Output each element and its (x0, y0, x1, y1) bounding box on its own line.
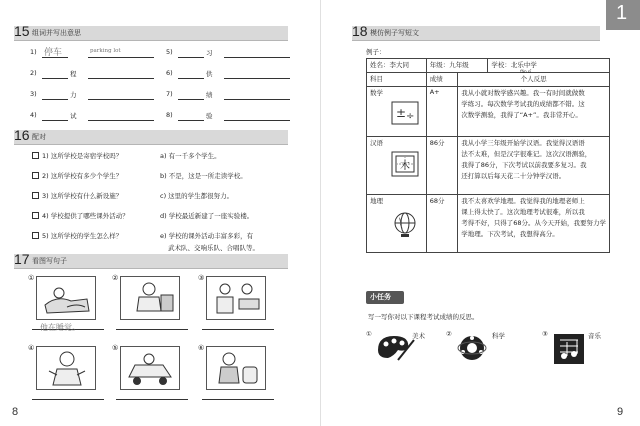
reflection-line: 课上得太快了。这次地理考试很难，所以我 (461, 208, 585, 216)
section-title: 组词并写出意思 (32, 29, 81, 37)
matching-question: 5) 这所学校的学生怎么样？ (42, 232, 123, 240)
matching-answer: c) 这里的学生都很努力。 (160, 192, 234, 200)
answer-line[interactable] (202, 398, 274, 400)
matching-answer: e) 学校的课外活动丰富多彩，有 (160, 232, 254, 240)
globe-icon (391, 211, 419, 239)
given-character: 绩 (206, 91, 213, 99)
task-number: ① (366, 330, 372, 338)
svg-text:木: 木 (400, 161, 410, 172)
matching-answer: 武术队、交响乐队、合唱队等。 (168, 244, 259, 252)
item-number: 4) (30, 111, 37, 119)
section-18-header (352, 23, 600, 41)
row-subject-cell (367, 195, 427, 253)
info-school: 学校：北乐中学 (488, 59, 610, 73)
given-character: 力 (70, 91, 77, 99)
reflection-line: 考得不好，只得了68分。从今天开始，我要努力学 (461, 219, 606, 227)
svg-text:±: ± (396, 106, 407, 120)
row-text-cell (458, 87, 610, 137)
example-label: 例子： (366, 48, 386, 56)
reflection-line: 次数学测验，我得了“A+”。我非常开心。 (461, 111, 582, 119)
handwritten-meaning: parking lot (90, 48, 121, 54)
row-subject-cell (367, 137, 427, 195)
matching-question: 4) 学校提供了哪些课外活动？ (42, 212, 129, 220)
subject-icon (550, 330, 592, 374)
blank-line[interactable] (178, 56, 204, 58)
given-character: 试 (70, 112, 77, 120)
meaning-line[interactable] (88, 119, 154, 121)
picture-number: ② (112, 274, 119, 282)
answer-checkbox[interactable] (32, 152, 39, 159)
reflection-line: 我从小学三年级开始学汉语。我觉得汉语语 (461, 139, 585, 147)
picture-number: ④ (28, 344, 35, 352)
info-name: 姓名：李大同 (367, 59, 427, 73)
row-score: 68分 (426, 195, 457, 253)
reflection-line: 还打算以后每天花二十分钟学汉语。 (461, 172, 566, 180)
blank-line[interactable] (42, 98, 68, 100)
section-17-header (14, 251, 288, 269)
reflection-ruby: fǎn sī (520, 69, 532, 74)
meaning-line[interactable] (88, 56, 154, 58)
task-number: ② (446, 330, 452, 338)
task-subject-name: 音乐 (588, 332, 601, 340)
given-character: 供 (206, 70, 213, 78)
activity-picture (206, 276, 266, 320)
chinese-character-icon (391, 151, 419, 177)
row-text-cell (458, 137, 610, 195)
reflection-line: 我不太喜欢学地理。我觉得我的地理老师上 (461, 197, 585, 205)
example-table (366, 58, 610, 253)
matching-answer: d) 学校最近新建了一座实验楼。 (160, 212, 254, 220)
answer-line[interactable] (116, 398, 188, 400)
item-number: 8) (166, 111, 173, 119)
left-page-number: 8 (12, 406, 19, 418)
item-number: 1) (30, 48, 37, 56)
reflection-line: 法不太难，但是汉字很难记。这次汉语测验， (461, 150, 592, 158)
meaning-line[interactable] (224, 119, 290, 121)
row-subject: 数学 (370, 89, 383, 97)
chapter-tab (606, 0, 640, 30)
header-reflection: 个人反思 (520, 75, 547, 83)
given-character: 验 (206, 112, 213, 120)
answer-checkbox[interactable] (32, 192, 39, 199)
picture-number: ① (28, 274, 35, 282)
picture-number: ③ (198, 274, 205, 282)
blank-line[interactable] (42, 119, 68, 121)
blank-line[interactable] (178, 119, 204, 121)
task-label: 小任务 (370, 293, 391, 301)
picture-number: ⑤ (112, 344, 119, 352)
task-label-badge (366, 291, 404, 304)
item-number: 3) (30, 90, 37, 98)
meaning-line[interactable] (224, 98, 290, 100)
right-page-number: 9 (617, 406, 624, 418)
blank-line[interactable] (42, 77, 68, 79)
section-number: 15 (14, 23, 30, 39)
meaning-line[interactable] (224, 56, 290, 58)
answer-checkbox[interactable] (32, 212, 39, 219)
picture-number: ⑥ (198, 344, 205, 352)
answer-line[interactable] (202, 328, 274, 330)
section-number: 17 (14, 251, 30, 267)
svg-text:÷: ÷ (406, 111, 415, 122)
answer-line[interactable] (116, 328, 188, 330)
item-number: 5) (166, 48, 173, 56)
section-number: 16 (14, 127, 30, 143)
section-title: 看图写句子 (32, 257, 67, 265)
item-number: 6) (166, 69, 173, 77)
row-subject: 地理 (370, 197, 383, 205)
header-reflection-cell (458, 69, 610, 87)
task-subject-name: 美术 (412, 332, 425, 340)
example-handwritten-answer: 他在睡觉。 (40, 323, 80, 332)
reflection-line: 我从小就对数学感兴趣。我一有时间就做数 (461, 89, 585, 97)
row-score: 86分 (426, 137, 457, 195)
page-divider (320, 0, 321, 426)
activity-picture (206, 346, 266, 390)
section-15-header (14, 23, 288, 41)
activity-picture (36, 276, 96, 320)
header-subject: 科目 (367, 73, 427, 87)
given-character: 习 (206, 49, 213, 57)
matching-answer: a) 有一千多个学生。 (160, 152, 221, 160)
activity-picture (120, 346, 180, 390)
answer-checkbox[interactable] (32, 232, 39, 239)
meaning-line[interactable] (88, 98, 154, 100)
section-16-header (14, 127, 288, 145)
section-title: 配对 (32, 133, 46, 141)
row-subject: 汉语 (370, 139, 383, 147)
info-grade: 年级：九年级 (426, 59, 488, 73)
chapter-number: 1 (616, 2, 628, 24)
item-number: 7) (166, 90, 173, 98)
answer-line[interactable] (32, 398, 104, 400)
handwritten-word: 停车 (44, 48, 63, 58)
matching-question: 3) 这所学校有什么新设施？ (42, 192, 123, 200)
subject-icon (454, 330, 496, 374)
task-number: ③ (542, 330, 548, 338)
reflection-line: 学练习。每次数学考试我的成绩都不错。这 (461, 100, 585, 108)
activity-picture (36, 346, 96, 390)
math-icon (391, 101, 419, 125)
meaning-line[interactable] (88, 77, 154, 79)
activity-picture (120, 276, 180, 320)
matching-answer: b) 不是，这是一所走读学校。 (160, 172, 247, 180)
given-character: 程 (70, 70, 77, 78)
task-subject-name: 科学 (492, 332, 505, 340)
item-number: 2) (30, 69, 37, 77)
row-text-cell (458, 195, 610, 253)
reflection-line: 我得了86分，下次考试以前我要多复习。我 (461, 161, 587, 169)
reflection-line: 学地理。下次考试，我想得高分。 (461, 230, 559, 238)
header-score: 成绩 (426, 73, 457, 87)
task-instruction: 写一写你对以下课程考试成绩的反思。 (368, 313, 479, 321)
answer-checkbox[interactable] (32, 172, 39, 179)
row-score: A+ (426, 87, 457, 137)
meaning-line[interactable] (224, 77, 290, 79)
row-subject-cell (367, 87, 427, 137)
matching-question: 2) 这所学校有多少个学生？ (42, 172, 123, 180)
blank-line[interactable] (178, 98, 204, 100)
section-number: 18 (352, 23, 368, 39)
subject-icon (374, 330, 416, 374)
blank-line[interactable] (178, 77, 204, 79)
matching-question: 1) 这所学校是寄宿学校吗？ (42, 152, 123, 160)
section-title: 模仿例子写短文 (370, 29, 419, 37)
